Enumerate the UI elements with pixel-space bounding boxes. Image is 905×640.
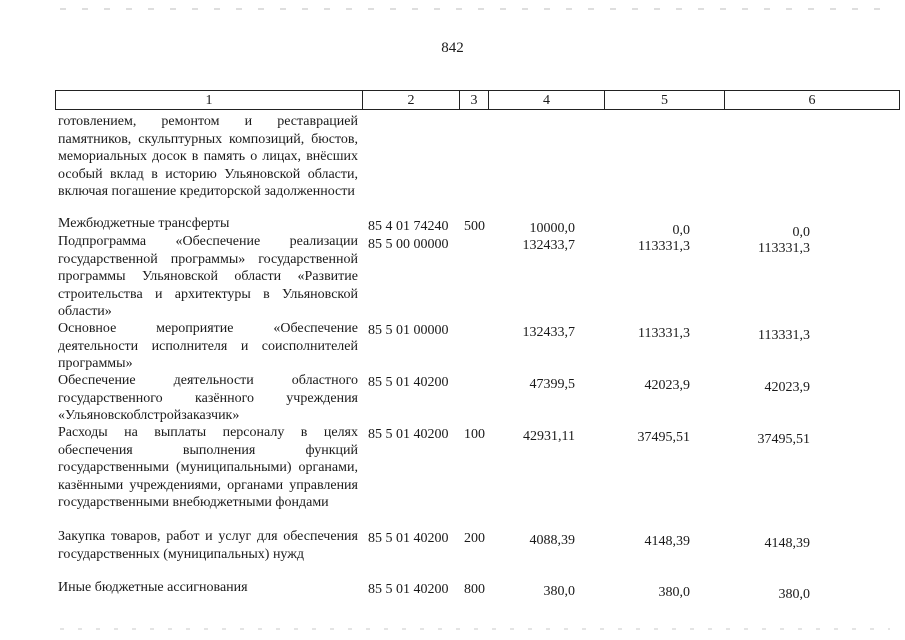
row-description: Основное мероприятие «Обеспечение деятельности исполнителя и соисполнителей программы» xyxy=(58,321,358,371)
row-description: Закупка товаров, работ и услуг для обеспечения государственных (муниципальных) нужд xyxy=(58,529,358,562)
row-code: 85 5 01 40200 xyxy=(368,427,449,442)
row-code: 85 5 01 00000 xyxy=(368,323,449,338)
row-value-2024: 380,0 xyxy=(658,585,690,600)
row-value-2025: 0,0 xyxy=(792,225,810,240)
page-number: 842 xyxy=(441,40,464,56)
row-description: Подпрограмма «Обеспечение реализации государственной программы» государственной программы Ульяновской области «Развитие строительства и архитектуры в Ульяновской области» xyxy=(58,234,358,319)
row-code: 85 4 01 74240 xyxy=(368,219,449,234)
scan-bottom-edge xyxy=(60,628,890,630)
row-description: Иные бюджетные ассигнования xyxy=(58,580,248,595)
row-value-2024: 42023,9 xyxy=(644,378,690,393)
row-description: готовлением, ремонтом и реставрацией памятников, скульптурных композиций, бюстов, мемориальных досок в память о лицах, внёсших особый вклад в историю Ульяновской области, включая погашение кредиторской задолженности xyxy=(58,114,358,199)
row-kvr: 100 xyxy=(464,427,485,442)
header-col-6: 6 xyxy=(724,90,900,110)
row-value-2025: 380,0 xyxy=(778,587,810,602)
header-col-5: 5 xyxy=(604,90,725,110)
row-code: 85 5 01 40200 xyxy=(368,582,449,597)
row-code: 85 5 01 40200 xyxy=(368,375,449,390)
row-value-2023: 10000,0 xyxy=(529,221,575,236)
row-code: 85 5 00 00000 xyxy=(368,237,449,252)
row-value-2024: 113331,3 xyxy=(638,326,690,341)
row-value-2024: 4148,39 xyxy=(644,534,690,549)
row-kvr: 800 xyxy=(464,582,485,597)
row-value-2025: 113331,3 xyxy=(758,241,810,256)
header-col-2: 2 xyxy=(362,90,460,110)
row-value-2025: 37495,51 xyxy=(757,432,810,447)
row-value-2024: 113331,3 xyxy=(638,239,690,254)
header-col-3: 3 xyxy=(459,90,489,110)
table-header xyxy=(55,90,900,110)
row-value-2023: 132433,7 xyxy=(522,325,575,340)
row-value-2025: 113331,3 xyxy=(758,328,810,343)
row-description: Обеспечение деятельности областного государственного казённого учреждения «Ульяновскоблстройзаказчик» xyxy=(58,373,358,423)
row-value-2023: 4088,39 xyxy=(529,533,575,548)
header-col-1: 1 xyxy=(55,90,363,110)
row-value-2024: 0,0 xyxy=(672,223,690,238)
row-value-2023: 47399,5 xyxy=(529,377,575,392)
row-value-2025: 42023,9 xyxy=(764,380,810,395)
row-value-2023: 380,0 xyxy=(543,584,575,599)
row-value-2023: 42931,11 xyxy=(523,429,575,444)
row-value-2025: 4148,39 xyxy=(764,536,810,551)
row-description: Межбюджетные трансферты xyxy=(58,216,230,231)
row-value-2023: 132433,7 xyxy=(522,238,575,253)
header-col-4: 4 xyxy=(488,90,605,110)
row-kvr: 200 xyxy=(464,531,485,546)
row-value-2024: 37495,51 xyxy=(637,430,690,445)
row-description: Расходы на выплаты персоналу в целях обеспечения выполнения функций государственными (муниципальными) органами, казёнными учреждениями, органами управления государственными внебюджетными фондами xyxy=(58,425,358,510)
row-code: 85 5 01 40200 xyxy=(368,531,449,546)
scan-top-edge xyxy=(60,8,890,10)
row-kvr: 500 xyxy=(464,219,485,234)
